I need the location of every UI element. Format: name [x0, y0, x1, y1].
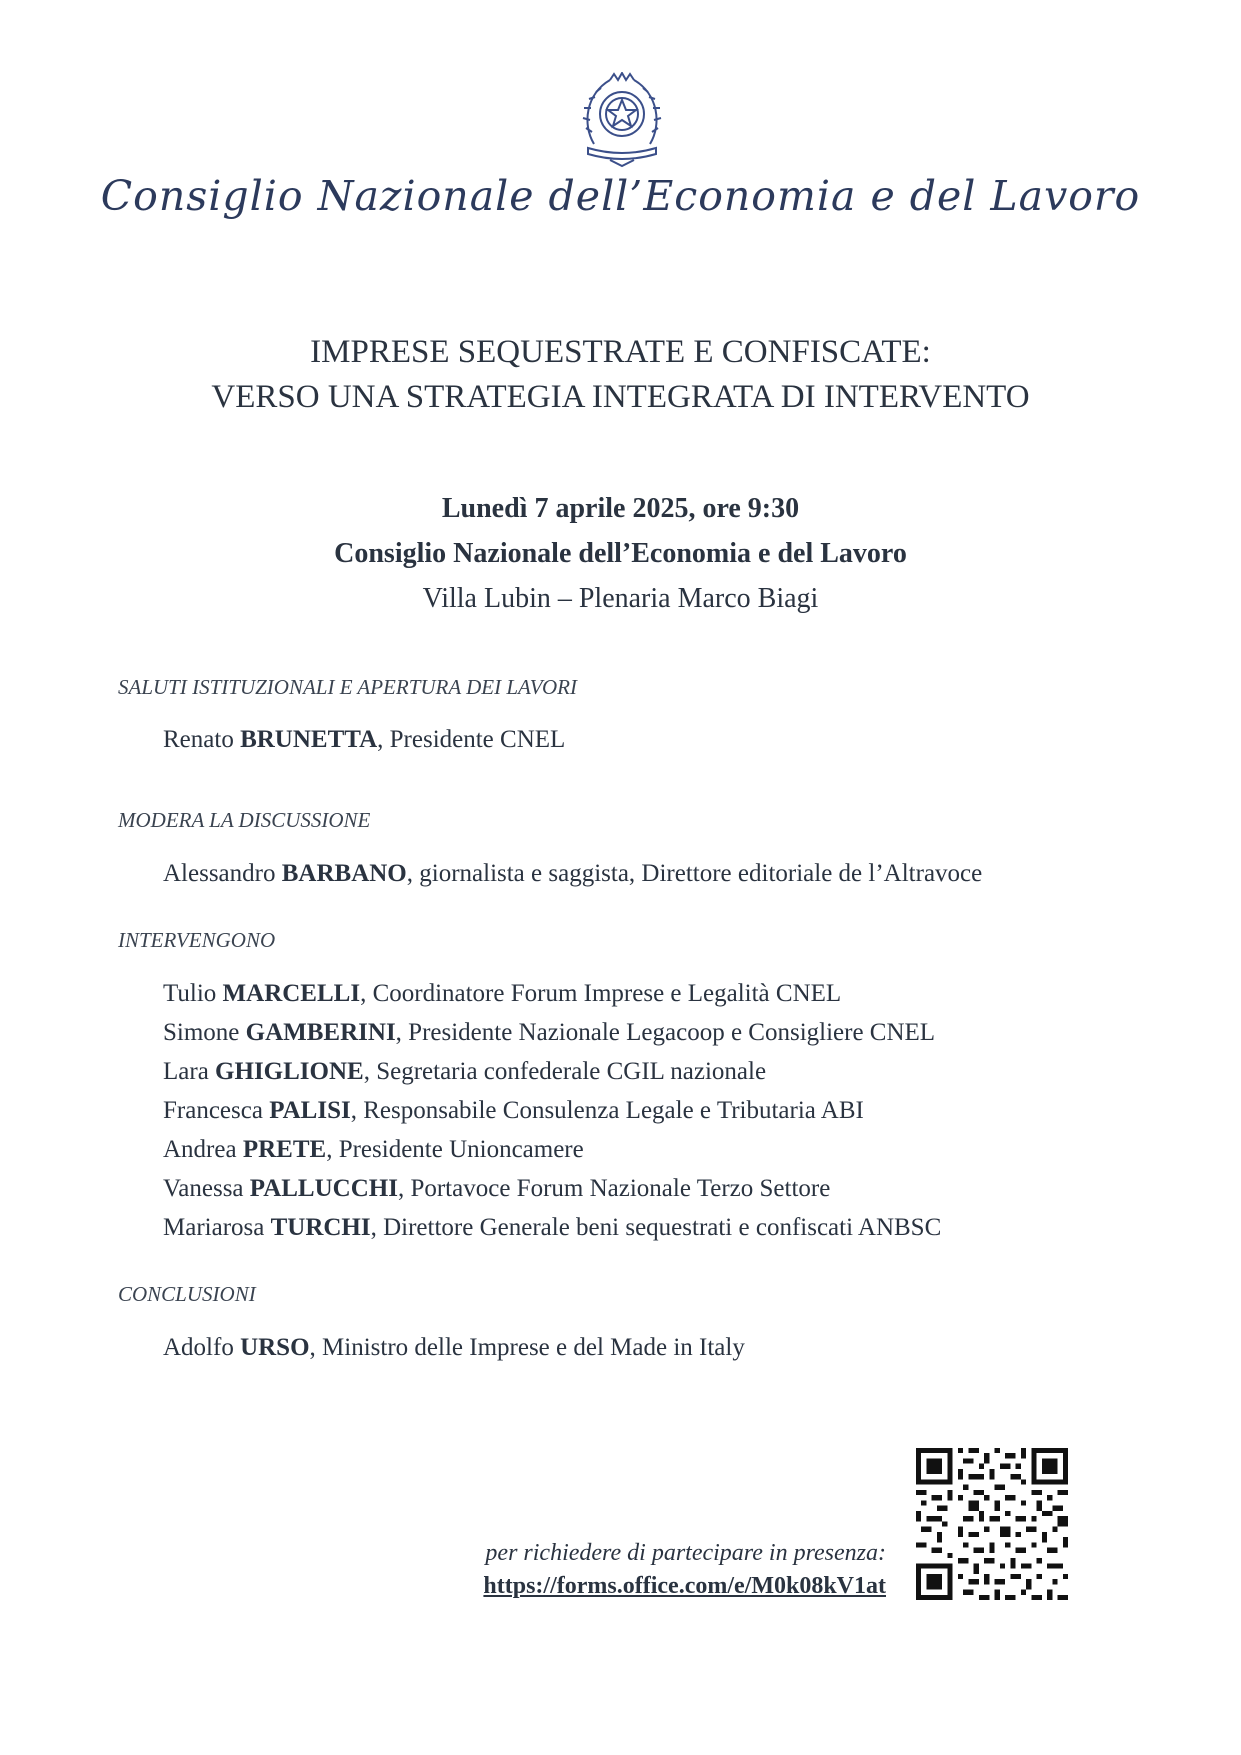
- brand-name: Consiglio Nazionale dell’Economia e del Lavoro: [100, 172, 1141, 220]
- registration-link[interactable]: https://forms.office.com/e/M0k08kV1at: [483, 1573, 886, 1599]
- speaker-item: Adolfo URSO, Ministro delle Imprese e del Made in Italy: [163, 1334, 745, 1361]
- speaker-item: Francesca PALISI, Responsabile Consulenza Legale e Tributaria ABI: [163, 1097, 864, 1124]
- event-date-time: Lunedì 7 aprile 2025, ore 9:30: [441, 493, 800, 524]
- event-venue: Consiglio Nazionale dell’Economia e del Lavoro: [334, 538, 907, 569]
- section-label-saluti: SALUTI ISTITUZIONALI E APERTURA DEI LAVORI: [118, 675, 577, 699]
- registration-block: [483, 1540, 886, 1600]
- registration-note: per richiedere di partecipare in presenza:: [485, 1540, 886, 1566]
- repubblica-emblem-icon: [580, 72, 664, 168]
- speaker-item: Simone GAMBERINI, Presidente Nazionale Legacoop e Consigliere CNEL: [163, 1019, 936, 1046]
- speaker-item: Vanessa PALLUCCHI, Portavoce Forum Nazionale Terzo Settore: [163, 1175, 831, 1202]
- section-label-intervengono: INTERVENGONO: [118, 928, 276, 952]
- title-line-2: VERSO UNA STRATEGIA INTEGRATA DI INTERVENTO: [211, 379, 1030, 415]
- event-info: [0, 486, 1241, 621]
- section-label-conclusioni: CONCLUSIONI: [118, 1282, 256, 1306]
- speaker-item: Alessandro BARBANO, giornalista e saggista, Direttore editoriale de l’Altravoce: [163, 860, 983, 887]
- event-title: [0, 330, 1241, 420]
- speaker-item: Andrea PRETE, Presidente Unioncamere: [163, 1136, 584, 1163]
- event-location: Villa Lubin – Plenaria Marco Biagi: [422, 583, 819, 614]
- speaker-item: Tulio MARCELLI, Coordinatore Forum Imprese e Legalità CNEL: [163, 980, 842, 1007]
- section-label-modera: MODERA LA DISCUSSIONE: [118, 808, 371, 832]
- speaker-item: Mariarosa TURCHI, Direttore Generale beni sequestrati e confiscati ANBSC: [163, 1214, 942, 1241]
- speaker-item: Renato BRUNETTA, Presidente CNEL: [163, 726, 566, 753]
- title-line-1: IMPRESE SEQUESTRATE E CONFISCATE:: [310, 334, 931, 370]
- speaker-item: Lara GHIGLIONE, Segretaria confederale CGIL nazionale: [163, 1058, 767, 1085]
- qr-code-icon[interactable]: [916, 1448, 1068, 1600]
